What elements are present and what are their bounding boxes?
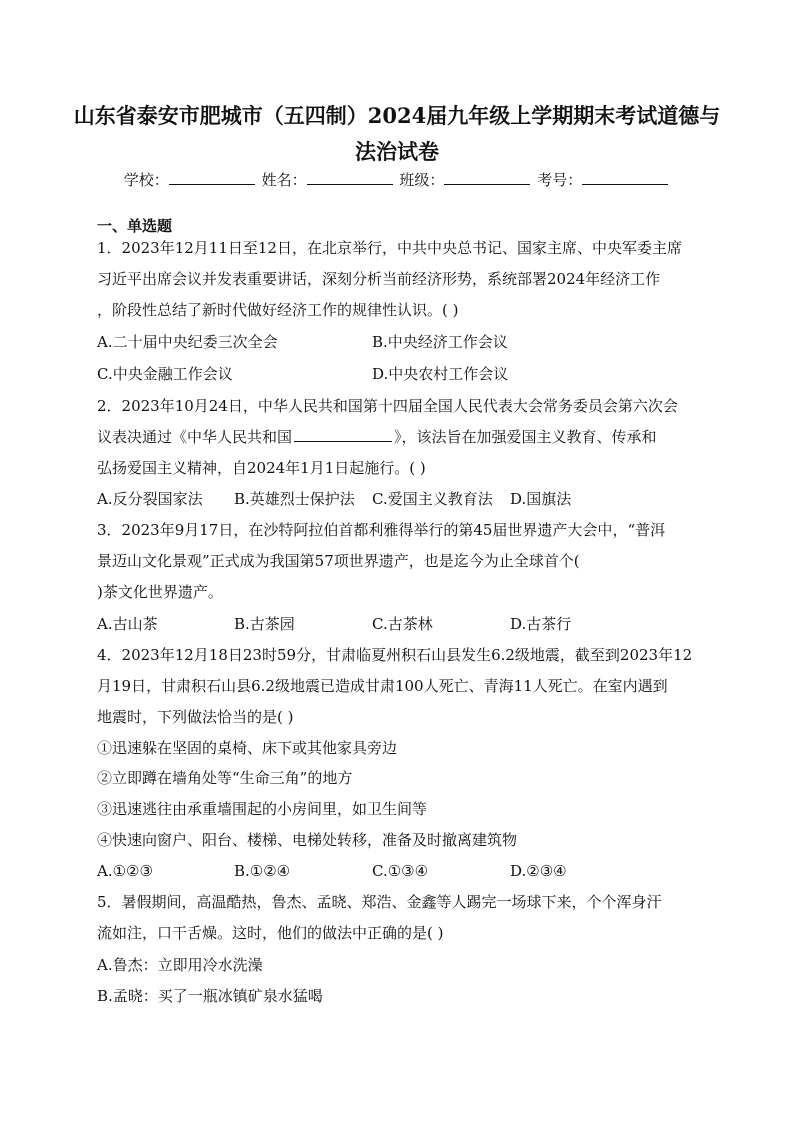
- question-3-option-c[interactable]: C.古茶林: [372, 615, 433, 633]
- question-4-option-b[interactable]: B.①②④: [234, 862, 291, 880]
- question-4-line-2: 月19日，甘肃积石山县6.2级地震已造成甘肃100人死亡、青海11人死亡。在室内遇到: [97, 677, 668, 695]
- question-4-option-d[interactable]: D.②③④: [510, 862, 567, 880]
- law-name-blank[interactable]: [294, 427, 392, 442]
- question-2-option-d[interactable]: D.国旗法: [510, 490, 572, 508]
- student-info-row: [0, 170, 794, 190]
- name-label: 姓名：: [261, 171, 307, 189]
- question-4-statement-1: ①迅速躲在坚固的桌椅、床下或其他家具旁边: [97, 739, 398, 757]
- question-1-option-b[interactable]: B.中央经济工作会议: [372, 333, 508, 351]
- question-5-option-a[interactable]: A.鲁杰：立即用冷水洗澡: [97, 956, 263, 974]
- name-blank[interactable]: [307, 170, 393, 185]
- question-1-line-3: ，阶段性总结了新时代做好经济工作的规律性认识。( ): [97, 301, 459, 319]
- question-1-line-2: 习近平出席会议并发表重要讲话，深刻分析当前经济形势，系统部署2024年经济工作: [97, 270, 661, 288]
- question-2-option-c[interactable]: C.爱国主义教育法: [372, 490, 493, 508]
- question-2-option-a[interactable]: A.反分裂国家法: [97, 490, 203, 508]
- question-2-line-2-end: 》，该法旨在加强爱国主义教育、传承和: [394, 428, 657, 446]
- question-1-option-c[interactable]: C.中央金融工作会议: [97, 365, 233, 383]
- question-5-option-b[interactable]: B.孟晓：买了一瓶冰镇矿泉水猛喝: [97, 987, 323, 1005]
- class-label: 班级：: [399, 171, 445, 189]
- title-line-1: 山东省泰安市肥城市（五四制）2024届九年级上学期期末考试道德与: [73, 103, 721, 128]
- question-5-line-1: 5．暑假期间，高温酷热，鲁杰、孟晓、郑浩、金鑫等人踢完一场球下来，个个浑身汗: [97, 893, 662, 911]
- question-4-statement-2: ②立即蹲在墙角处等“生命三角”的地方: [97, 769, 353, 787]
- question-3-option-b[interactable]: B.古茶园: [234, 615, 295, 633]
- question-1-option-a[interactable]: A.二十届中央纪委三次全会: [97, 333, 278, 351]
- question-1-option-d[interactable]: D.中央农村工作会议: [372, 365, 509, 383]
- question-2-line-3: 弘扬爱国主义精神，自2024年1月1日起施行。( ): [97, 459, 426, 477]
- question-2-line-2-start: 议表决通过《中华人民共和国: [97, 428, 293, 446]
- school-label: 学校：: [123, 171, 169, 189]
- section-heading: 一、单选题: [97, 217, 173, 235]
- title-line-2: 法治试卷: [355, 139, 439, 164]
- question-5-line-2: 流如注，口干舌燥。这时，他们的做法中正确的是( ): [97, 924, 444, 942]
- class-blank[interactable]: [444, 170, 530, 185]
- number-label: 考号：: [537, 171, 583, 189]
- question-4-option-c[interactable]: C.①③④: [372, 862, 429, 880]
- question-3-line-2: 景迈山文化景观”正式成为我国第57项世界遗产，也是迄今为止全球首个(: [97, 552, 580, 570]
- question-2-option-b[interactable]: B.英雄烈士保护法: [234, 490, 355, 508]
- question-4-statement-4: ④快速向窗户、阳台、楼梯、电梯处转移，准备及时撤离建筑物: [97, 831, 518, 849]
- question-1-line-1: 1．2023年12月11日至12日，在北京举行，中共中央总书记、国家主席、中央军委主席: [97, 239, 682, 257]
- question-4-option-a[interactable]: A.①②③: [97, 862, 153, 880]
- question-4-line-3: 地震时，下列做法恰当的是( ): [97, 708, 294, 726]
- school-blank[interactable]: [169, 170, 255, 185]
- question-3-line-1: 3．2023年9月17日，在沙特阿拉伯首都利雅得举行的第45届世界遗产大会中，“普洱: [97, 521, 666, 539]
- question-3-line-3: )茶文化世界遗产。: [97, 583, 223, 601]
- question-4-line-1: 4．2023年12月18日23时59分，甘肃临夏州积石山县发生6.2级地震，截至到2023年12: [97, 646, 693, 664]
- question-2-line-2: [97, 427, 657, 447]
- question-3-option-a[interactable]: A.古山茶: [97, 615, 158, 633]
- question-4-statement-3: ③迅速逃往由承重墙围起的小房间里，如卫生间等: [97, 800, 428, 818]
- question-2-line-1: 2．2023年10月24日，中华人民共和国第十四届全国人民代表大会常务委员会第六次会: [97, 397, 678, 415]
- question-3-option-d[interactable]: D.古茶行: [510, 615, 572, 633]
- exam-title: [60, 98, 734, 170]
- number-blank[interactable]: [582, 170, 668, 185]
